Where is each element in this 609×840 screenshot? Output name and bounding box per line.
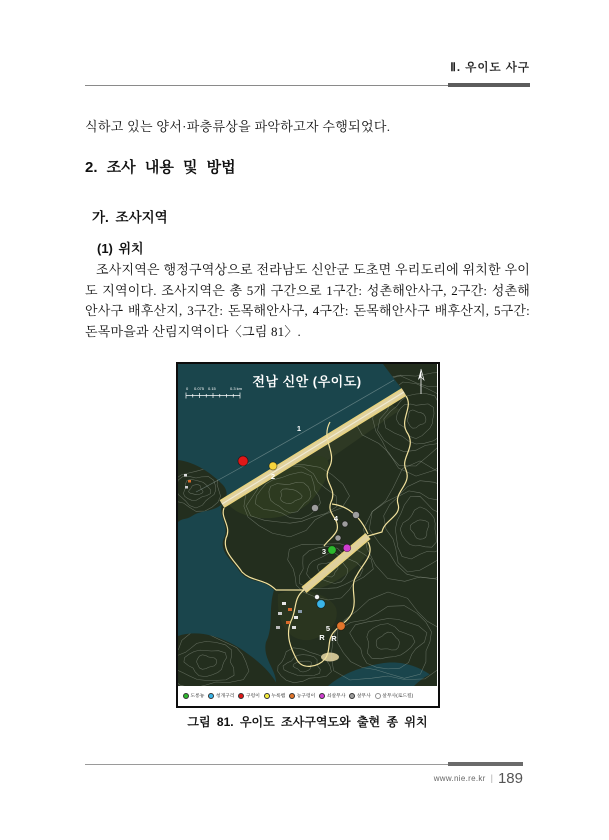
legend-item [208,692,234,699]
legend-item [289,692,315,699]
legend-label: 쇠살무사 [326,694,346,699]
legend-dot-icon [264,693,270,699]
species-marker [337,622,345,630]
species-marker [353,512,360,519]
zone-label: 4 [333,514,339,523]
subsubsection-title: (1) 위치 [97,241,144,256]
legend-dot-icon [349,693,355,699]
footer-separator: | [490,773,493,783]
zone-label: 1 [296,424,302,433]
location-paragraph: 조사지역은 행정구역상으로 전라남도 신안군 도초면 우리도리에 위치한 우이도 지역이다. 조사지역은 총 5개 구간으로 1구간: 성촌해안사구, 2구간: 성촌해안사구 배후산지, 3구간: 돈목해안사구, 4구간: 돈목해안사구 배후산지, 5구간: 돈목마을과 산림지역이다〈그림 81〉. [85,262,530,339]
footer [85,770,523,788]
legend-label: 누룩뱀 [271,694,286,699]
header-rule-accent [448,83,530,87]
legend-dot-icon [238,693,244,699]
zone-label: R [331,634,337,643]
species-marker [342,521,348,527]
legend-dot-icon [375,693,381,699]
species-marker [343,544,351,552]
intro-line: 식하고 있는 양서·파충류상을 파악하고자 수행되었다. [85,119,391,134]
survey-map-figure [176,362,440,708]
scale-label: 0 [186,386,189,391]
zone-label: 5 [325,624,331,633]
zone-label: 3 [321,547,327,556]
scale-label: 0.075 [194,386,205,391]
scale-label: 0.3 km [230,386,243,391]
legend-label: 살무사 [356,694,371,699]
species-marker [317,600,325,608]
species-marker [269,462,277,470]
species-marker [312,505,319,512]
zone-label: R [319,633,325,642]
page-number: 189 [497,770,523,787]
zone-label: 2 [270,472,276,481]
legend-dot-icon [183,693,189,699]
species-marker [315,595,320,600]
figure-caption: 그림 81. 우이도 조사구역도와 출현 종 위치 [187,715,428,729]
legend-label: 도롱뇽 [190,694,205,699]
scale-labels [186,386,243,391]
legend-item [349,692,370,699]
running-header: Ⅱ. 우이도 사구 [450,62,530,74]
legend-item [238,692,259,699]
legend-item [375,692,414,699]
legend-dot-icon [319,693,325,699]
scale-label: 0.15 [208,386,216,391]
species-marker [328,546,336,554]
legend-dot-icon [208,693,214,699]
legend-item [319,692,345,699]
survey-map-svg [178,364,437,686]
map-legend [178,686,438,705]
map-title: 전남 신안 (우이도) [252,374,362,389]
legend-label: 능구렁이 [296,694,316,699]
footer-site-url: www.nie.re.kr [433,774,486,783]
section-title: 2. 조사 내용 및 방법 [85,159,236,176]
footer-rule-accent [448,762,523,766]
survey-map [178,364,437,686]
legend-dot-icon [289,693,295,699]
species-marker [335,535,341,541]
species-marker [238,456,248,466]
subsection-title: 가. 조사지역 [92,210,168,225]
legend-label: 청개구리 [215,694,235,699]
legend-label: 구렁이 [245,694,260,699]
legend-item [264,692,285,699]
legend-item [183,692,204,699]
legend-label: 살무사(로드킬) [382,694,414,699]
